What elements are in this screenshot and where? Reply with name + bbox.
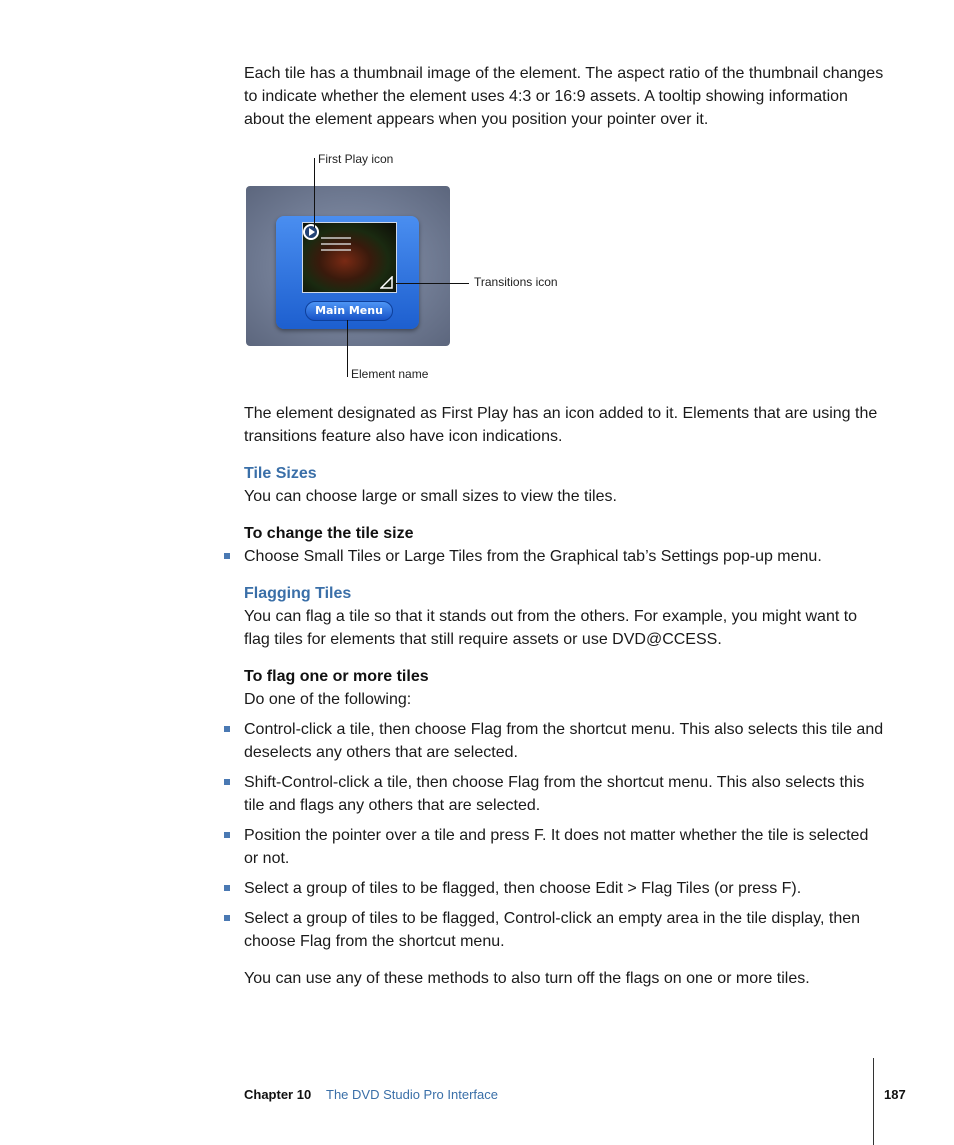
list-item-text: Choose Small Tiles or Large Tiles from the Graphical tab’s Settings pop-up menu. — [244, 548, 822, 565]
footer-divider — [873, 1058, 874, 1145]
transitions-icon — [380, 276, 393, 289]
bullet-icon — [224, 779, 230, 785]
intro-paragraph: Each tile has a thumbnail image of the element. The aspect ratio of the thumbnail changes to indicate whether the element uses 4:3 or 16:9 assets. A tooltip showing information about the element appears when you position your pointer over it. — [244, 65, 884, 128]
closing-paragraph: You can use any of these methods to also turn off the flags on one or more tiles. — [244, 970, 810, 987]
transitions-callout: Transitions icon — [474, 275, 558, 289]
bullet-icon — [224, 915, 230, 921]
element-name-callout: Element name — [351, 367, 429, 381]
list-item-text: Shift-Control-click a tile, then choose Flag from the shortcut menu. This also selects this tile and flags any others that are selected. — [244, 774, 865, 814]
bullet-icon — [224, 885, 230, 891]
element-name-callout-line — [347, 320, 348, 377]
after-figure-paragraph: The element designated as First Play has an icon added to it. Elements that are using the transitions feature also have icon indications. — [244, 405, 878, 445]
first-play-callout: First Play icon — [318, 152, 394, 166]
footer-chapter-title: The DVD Studio Pro Interface — [326, 1087, 498, 1102]
bullet-icon — [224, 726, 230, 732]
flag-tiles-heading: To flag one or more tiles — [244, 668, 429, 685]
list-item-text: Position the pointer over a tile and press F. It does not matter whether the tile is selected or not. — [244, 827, 869, 867]
bullet-icon — [224, 553, 230, 559]
footer-chapter: Chapter 10 — [244, 1087, 312, 1102]
transitions-callout-line — [395, 283, 469, 284]
bullet-icon — [224, 832, 230, 838]
list-item-text: Select a group of tiles to be flagged, Control-click an empty area in the tile display, then choose Flag from the shortcut menu. — [244, 910, 861, 950]
change-tile-size-heading: To change the tile size — [244, 525, 414, 542]
flag-tiles-intro: Do one of the following: — [244, 691, 412, 708]
flagging-tiles-heading: Flagging Tiles — [244, 585, 352, 602]
tile-sizes-heading: Tile Sizes — [244, 465, 317, 482]
thumbnail-menu-lines — [321, 237, 351, 255]
first-play-callout-line — [314, 158, 315, 228]
page-number: 187 — [884, 1087, 906, 1102]
tile-sizes-body: You can choose large or small sizes to view the tiles. — [244, 488, 617, 505]
list-item-text: Select a group of tiles to be flagged, then choose Edit > Flag Tiles (or press F). — [244, 880, 802, 897]
flagging-tiles-body: You can flag a tile so that it stands out from the others. For example, you might want to flag tiles for elements that still require assets or use DVD@CCESS. — [244, 608, 858, 648]
element-name-label: Main Menu — [305, 301, 393, 321]
list-item-text: Control-click a tile, then choose Flag from the shortcut menu. This also selects this tile and deselects any others that are selected. — [244, 721, 884, 761]
first-play-icon — [303, 224, 319, 240]
